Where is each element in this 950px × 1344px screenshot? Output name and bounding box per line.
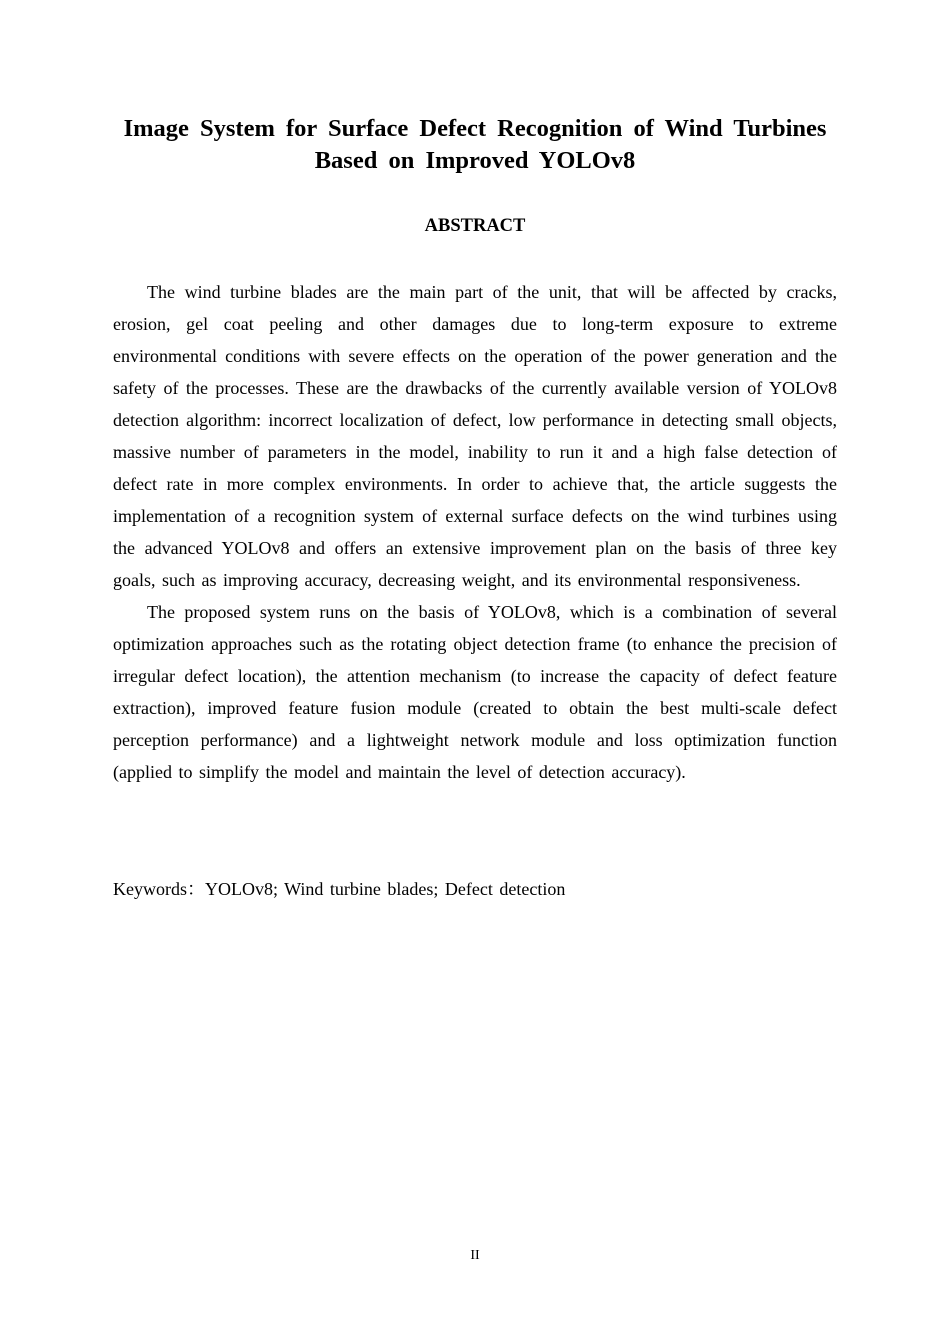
abstract-paragraph-1: The wind turbine blades are the main part of the unit, that will be affected by cracks, erosion, gel coat peeling and other damages due to long-term exposure to extreme environmental conditions with severe effects on the operation of the power generation and the safety of the processes. These are the drawbacks of the currently available version of YOLOv8 detection algorithm: incorrect localization of defect, low performance in detecting small objects, massive number of parameters in the model, inability to run it and a high false detection of defect rate in more complex environments. In order to achieve that, the article suggests the implementation of a recognition system of external surface defects on the wind turbines using the advanced YOLOv8 and offers an extensive improvement plan on the basis of three key goals, such as improving accuracy, decreasing weight, and its environmental responsiveness. (113, 282, 837, 590)
page-number: II (470, 1248, 480, 1263)
abstract-body (113, 276, 837, 788)
keywords-line: Keywords：YOLOv8; Wind turbine blades; Defect detection (113, 879, 566, 899)
abstract-paragraph-2: The proposed system runs on the basis of YOLOv8, which is a combination of several optimization approaches such as the rotating object detection frame (to enhance the precision of irregular defect location), the attention mechanism (to increase the capacity of defect feature extraction), improved feature fusion module (created to obtain the best multi-scale defect perception performance) and a lightweight network module and loss optimization function (applied to simplify the model and maintain the level of detection accuracy). (113, 602, 837, 782)
abstract-heading: ABSTRACT (424, 216, 526, 236)
document-title: Image System for Surface Defect Recognition of Wind Turbines Based on Improved YOLOv8 (123, 115, 827, 174)
